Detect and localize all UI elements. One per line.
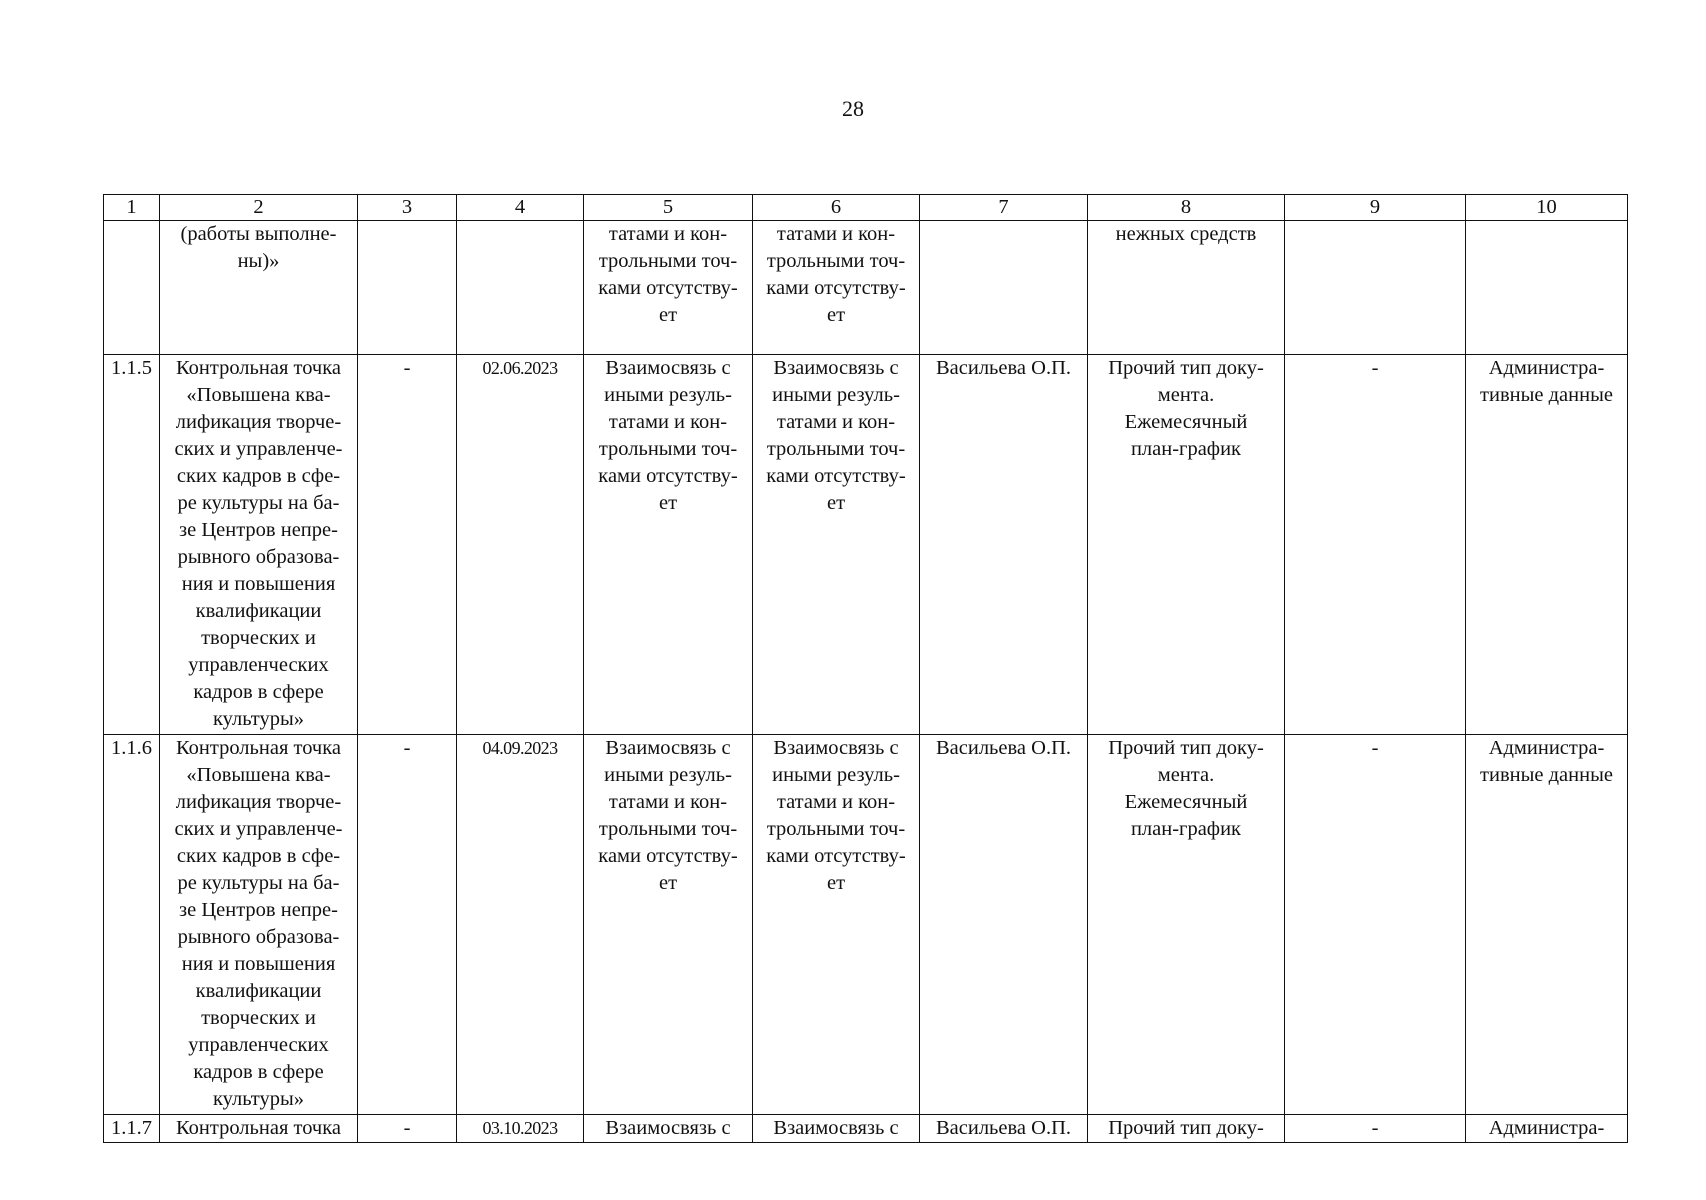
header-row: [104, 195, 1628, 221]
cell-col9: -: [1285, 735, 1466, 1115]
link6-text: Взаимосвязь с иными резуль- татами и кон- трольными точ- ками отсутству- ет: [766, 737, 906, 894]
cell-date: 03.10.2023: [457, 1115, 584, 1143]
continuation-link5-text: татами и кон- трольными точ- ками отсутству- ет: [598, 223, 738, 326]
continuation-row: [104, 221, 1628, 355]
cell-col3: -: [358, 735, 457, 1115]
doc-text: Прочий тип доку- мента. Ежемесячный план-график: [1108, 357, 1264, 460]
cell-date: 04.09.2023: [457, 735, 584, 1115]
name-rest-text: «Повышена ква- лификация творче- ских и управленче- ских кадров в сфе- ре культуры на ба- зе Центров непре- рывного образова- ния и повышения квалификации творческих и управленческих кадров в сфере культуры»: [174, 764, 343, 1110]
cell-doc: [1088, 355, 1285, 735]
header-cell: 2: [160, 195, 358, 221]
continuation-link6-text: татами и кон- трольными точ- ками отсутству- ет: [766, 223, 906, 326]
header-cell: 3: [358, 195, 457, 221]
cell-link5: [584, 355, 753, 735]
link5-text: Взаимосвязь с иными резуль- татами и кон- трольными точ- ками отсутству- ет: [598, 357, 738, 514]
cell-col9: -: [1285, 355, 1466, 735]
link5-text: Взаимосвязь с иными резуль- татами и кон- трольными точ- ками отсутству- ет: [598, 737, 738, 894]
plan-table: [103, 194, 1628, 1143]
table-row: [104, 355, 1628, 735]
cell-date: 02.06.2023: [457, 355, 584, 735]
cell-name: [160, 735, 358, 1115]
continuation-name-text: (работы выполне- ны)»: [180, 223, 337, 272]
cell-col9: [1285, 221, 1466, 355]
cell-link6: [753, 735, 920, 1115]
cell-col3: -: [358, 1115, 457, 1143]
cell-source: [1466, 221, 1628, 355]
cell-person: Васильева О.П.: [920, 1115, 1088, 1143]
cell-link6: [753, 221, 920, 355]
link6-text: Взаимосвязь с иными резуль- татами и кон- трольными точ- ками отсутству- ет: [766, 357, 906, 514]
cell-link6: [753, 355, 920, 735]
cell-number: 1.1.5: [104, 355, 160, 735]
source-text: Администра- тивные данные: [1480, 737, 1613, 786]
cell-person: Васильева О.П.: [920, 355, 1088, 735]
cell-number: 1.1.7: [104, 1115, 160, 1143]
cell-number: 1.1.6: [104, 735, 160, 1115]
cell-name: [160, 355, 358, 735]
name-first-line: Контрольная точка: [176, 737, 341, 759]
name-first-line: Контрольная точка: [176, 357, 341, 379]
cell-name: Контрольная точка: [160, 1115, 358, 1143]
cell-name: [160, 221, 358, 355]
source-text: Администра- тивные данные: [1480, 357, 1613, 406]
header-cell: 5: [584, 195, 753, 221]
cell-source: [1466, 355, 1628, 735]
cell-col3: [358, 221, 457, 355]
cell-source: [1466, 735, 1628, 1115]
cell-date: [457, 221, 584, 355]
cell-link5: Взаимосвязь с: [584, 1115, 753, 1143]
header-cell: 7: [920, 195, 1088, 221]
cell-doc: [1088, 221, 1285, 355]
table-row: [104, 735, 1628, 1115]
header-cell: 4: [457, 195, 584, 221]
cell-link6: Взаимосвязь с: [753, 1115, 920, 1143]
header-cell: 10: [1466, 195, 1628, 221]
cell-doc: Прочий тип доку-: [1088, 1115, 1285, 1143]
table-row: [104, 1115, 1628, 1143]
header-cell: 9: [1285, 195, 1466, 221]
cell-person: [920, 221, 1088, 355]
cell-col9: -: [1285, 1115, 1466, 1143]
cell-source: Администра-: [1466, 1115, 1628, 1143]
doc-text: Прочий тип доку- мента. Ежемесячный план-график: [1108, 737, 1264, 840]
header-cell: 1: [104, 195, 160, 221]
header-cell: 8: [1088, 195, 1285, 221]
page-number: 28: [842, 96, 864, 121]
cell-number: [104, 221, 160, 355]
cell-link5: [584, 221, 753, 355]
cell-col3: -: [358, 355, 457, 735]
cell-doc: [1088, 735, 1285, 1115]
cell-link5: [584, 735, 753, 1115]
header-cell: 6: [753, 195, 920, 221]
cell-person: Васильева О.П.: [920, 735, 1088, 1115]
name-rest-text: «Повышена ква- лификация творче- ских и управленче- ских кадров в сфе- ре культуры на ба- зе Центров непре- рывного образова- ния и повышения квалификации творческих и управленческих кадров в сфере культуры»: [174, 384, 343, 730]
continuation-doc-text: нежных средств: [1115, 223, 1257, 245]
